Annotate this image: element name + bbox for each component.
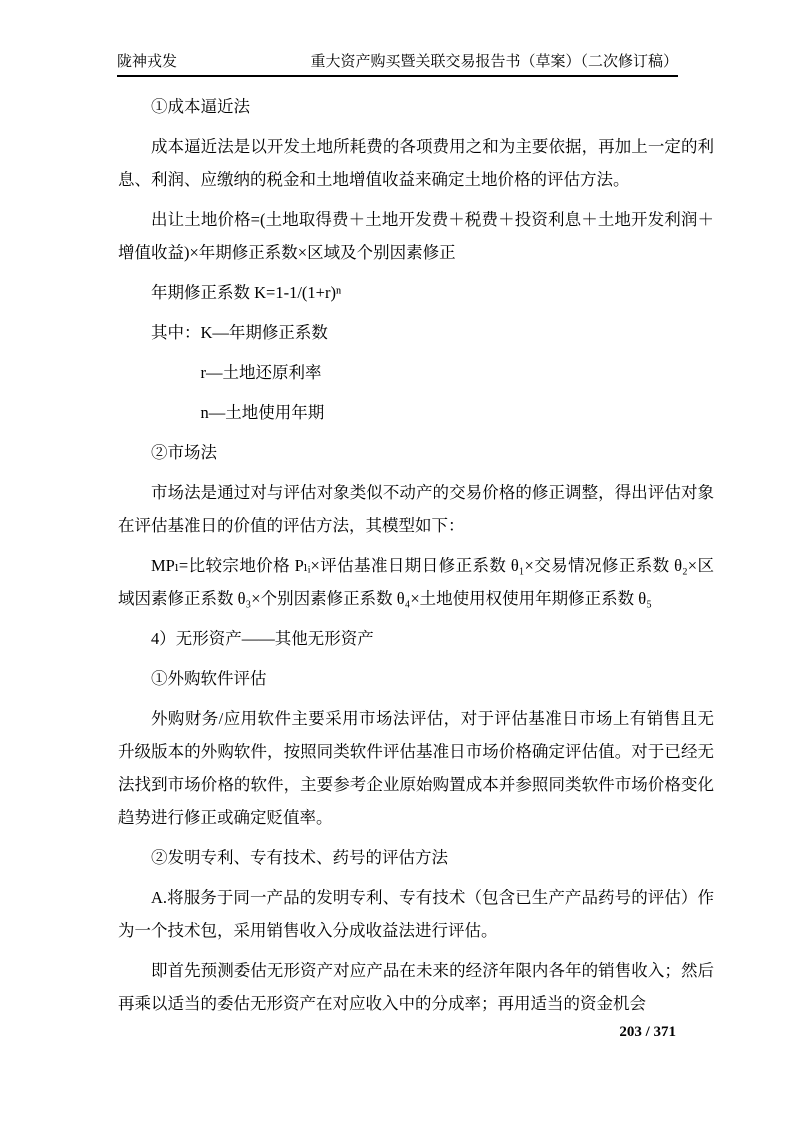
paragraph-market-method-description: 市场法是通过对与评估对象类似不动产的交易价格的修正调整，得出评估对象在评估基准日的价值的评估方法，其模型如下： (118, 483, 714, 535)
formula-market-parcel-price: MPₗ=比较宗地价格 Pₗᵢ×评估基准日期日修正系数 θ₁×交易情况修正系数 θ₂×区域因素修正系数 θ₃×个别因素修正系数 θ₄×土地使用权使用年期修正系数 θ₅ (118, 556, 714, 608)
heading-cost-approach-method: ①成本逼近法 (151, 97, 250, 116)
formula-land-transfer-price: 出让土地价格=(土地取得费＋土地开发费＋税费＋投资利息＋土地开发利润＋增值收益)×年期修正系数×区域及个别因素修正 (118, 210, 714, 262)
definition-n-land-use-period: n—土地使用年期 (200, 403, 325, 422)
paragraph-technology-package-valuation: A.将服务于同一产品的发明专利、专有技术（包含已生产产品药号的评估）作为一个技术包，采用销售收入分成收益法进行评估。 (118, 888, 714, 940)
paragraph-revenue-forecast-method: 即首先预测委估无形资产对应产品在未来的经济年限内各年的销售收入；然后再乘以适当的委估无形资产在对应收入中的分成率；再用适当的资金机会 (118, 961, 714, 1013)
heading-intangible-assets-other: 4）无形资产——其他无形资产 (151, 629, 374, 648)
definition-k-coefficient: 其中：K—年期修正系数 (151, 323, 328, 342)
document-body (118, 90, 714, 1027)
heading-patent-technology-valuation: ②发明专利、专有技术、药号的评估方法 (151, 848, 448, 867)
definition-r-land-restoration-rate: r—土地还原利率 (200, 363, 322, 382)
page-number: 203 / 371 (619, 1024, 676, 1040)
paragraph-purchased-software-description: 外购财务/应用软件主要采用市场法评估，对于评估基准日市场上有销售且无升级版本的外购软件，按照同类软件评估基准日市场价格确定评估值。对于已经无法找到市场价格的软件，主要参考企业原始购置成本并参照同类软件市场价格变化趋势进行修正或确定贬值率。 (118, 709, 714, 827)
heading-market-method: ②市场法 (151, 443, 217, 462)
formula-year-correction-coefficient: 年期修正系数 K=1-1/(1+r)ⁿ (151, 283, 342, 302)
header-company-name: 陇神戎发 (117, 54, 178, 70)
header-report-title: 重大资产购买暨关联交易报告书（草案）（二次修订稿） (310, 54, 678, 70)
heading-purchased-software-valuation: ①外购软件评估 (151, 669, 267, 688)
paragraph-cost-approach-description: 成本逼近法是以开发土地所耗费的各项费用之和为主要依据，再加上一定的利息、利润、应缴纳的税金和土地增值收益来确定土地价格的评估方法。 (118, 137, 714, 189)
page-header (117, 52, 678, 77)
